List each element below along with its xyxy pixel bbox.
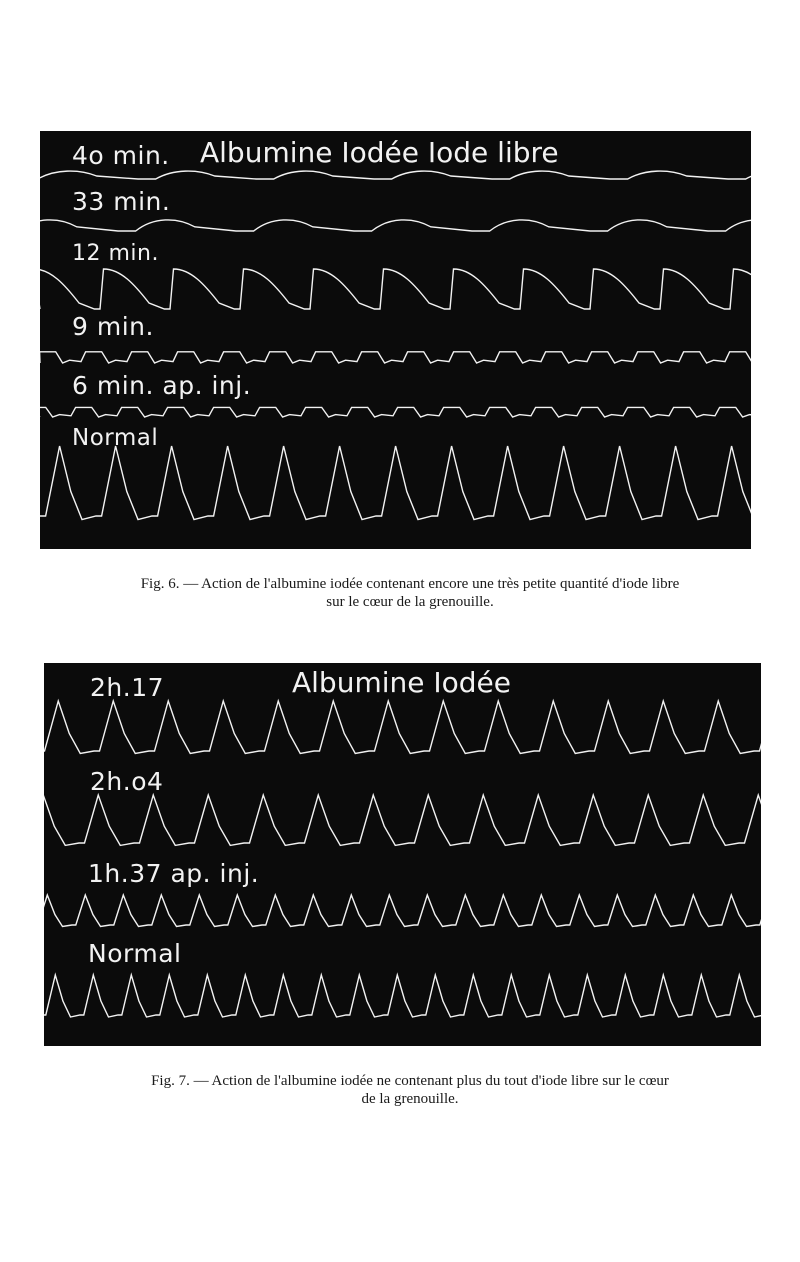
fig6-trace-line-3 <box>40 269 751 309</box>
figure-6-kymograph <box>40 131 751 549</box>
figure-6-trace-label-1: 4o min. <box>72 141 170 170</box>
fig6-trace-line-5 <box>40 407 751 417</box>
figure-6-trace-label-3: 12 min. <box>72 241 159 266</box>
figure-7-traces <box>44 663 761 1046</box>
figure-6-caption <box>60 575 760 611</box>
figure-6-trace-label-5: 6 min. ap. inj. <box>72 371 252 400</box>
figure-7-trace-label-3: 1h.37 ap. inj. <box>88 859 260 888</box>
fig7-trace-line-2 <box>44 795 761 845</box>
figure-7-caption-line-1: Fig. 7. — Action de l'albumine iodée ne contenant plus du tout d'iode libre sur le cœur <box>151 1073 669 1089</box>
figure-7-trace-label-2: 2h.o4 <box>90 767 164 796</box>
fig7-trace-line-1 <box>44 701 761 754</box>
figure-7-title: Albumine Iodée <box>292 666 511 699</box>
fig6-trace-line-2 <box>40 220 751 231</box>
figure-7-trace-label-1: 2h.17 <box>90 673 165 702</box>
figure-6-caption-line-1: Fig. 6. — Action de l'albumine iodée contenant encore une très petite quantité d'iode libre <box>140 576 680 592</box>
figure-7-caption <box>60 1072 760 1108</box>
figure-7-caption-line-2: de la grenouille. <box>361 1091 459 1107</box>
figure-6-trace-label-6: Normal <box>72 425 159 451</box>
fig6-trace-line-6 <box>40 446 751 520</box>
figure-6-title: Albumine Iodée Iode libre <box>200 136 559 169</box>
figure-7-kymograph <box>44 663 761 1046</box>
fig7-trace-line-4 <box>44 975 761 1017</box>
figure-6-trace-label-4: 9 min. <box>72 312 154 341</box>
figure-7-trace-label-4: Normal <box>88 939 182 968</box>
fig6-trace-line-1 <box>40 171 751 179</box>
fig7-trace-line-3 <box>44 895 761 927</box>
fig6-trace-line-4 <box>40 352 751 363</box>
figure-6-trace-label-2: 33 min. <box>72 187 171 216</box>
figure-6-caption-line-2: sur le cœur de la grenouille. <box>326 594 494 610</box>
